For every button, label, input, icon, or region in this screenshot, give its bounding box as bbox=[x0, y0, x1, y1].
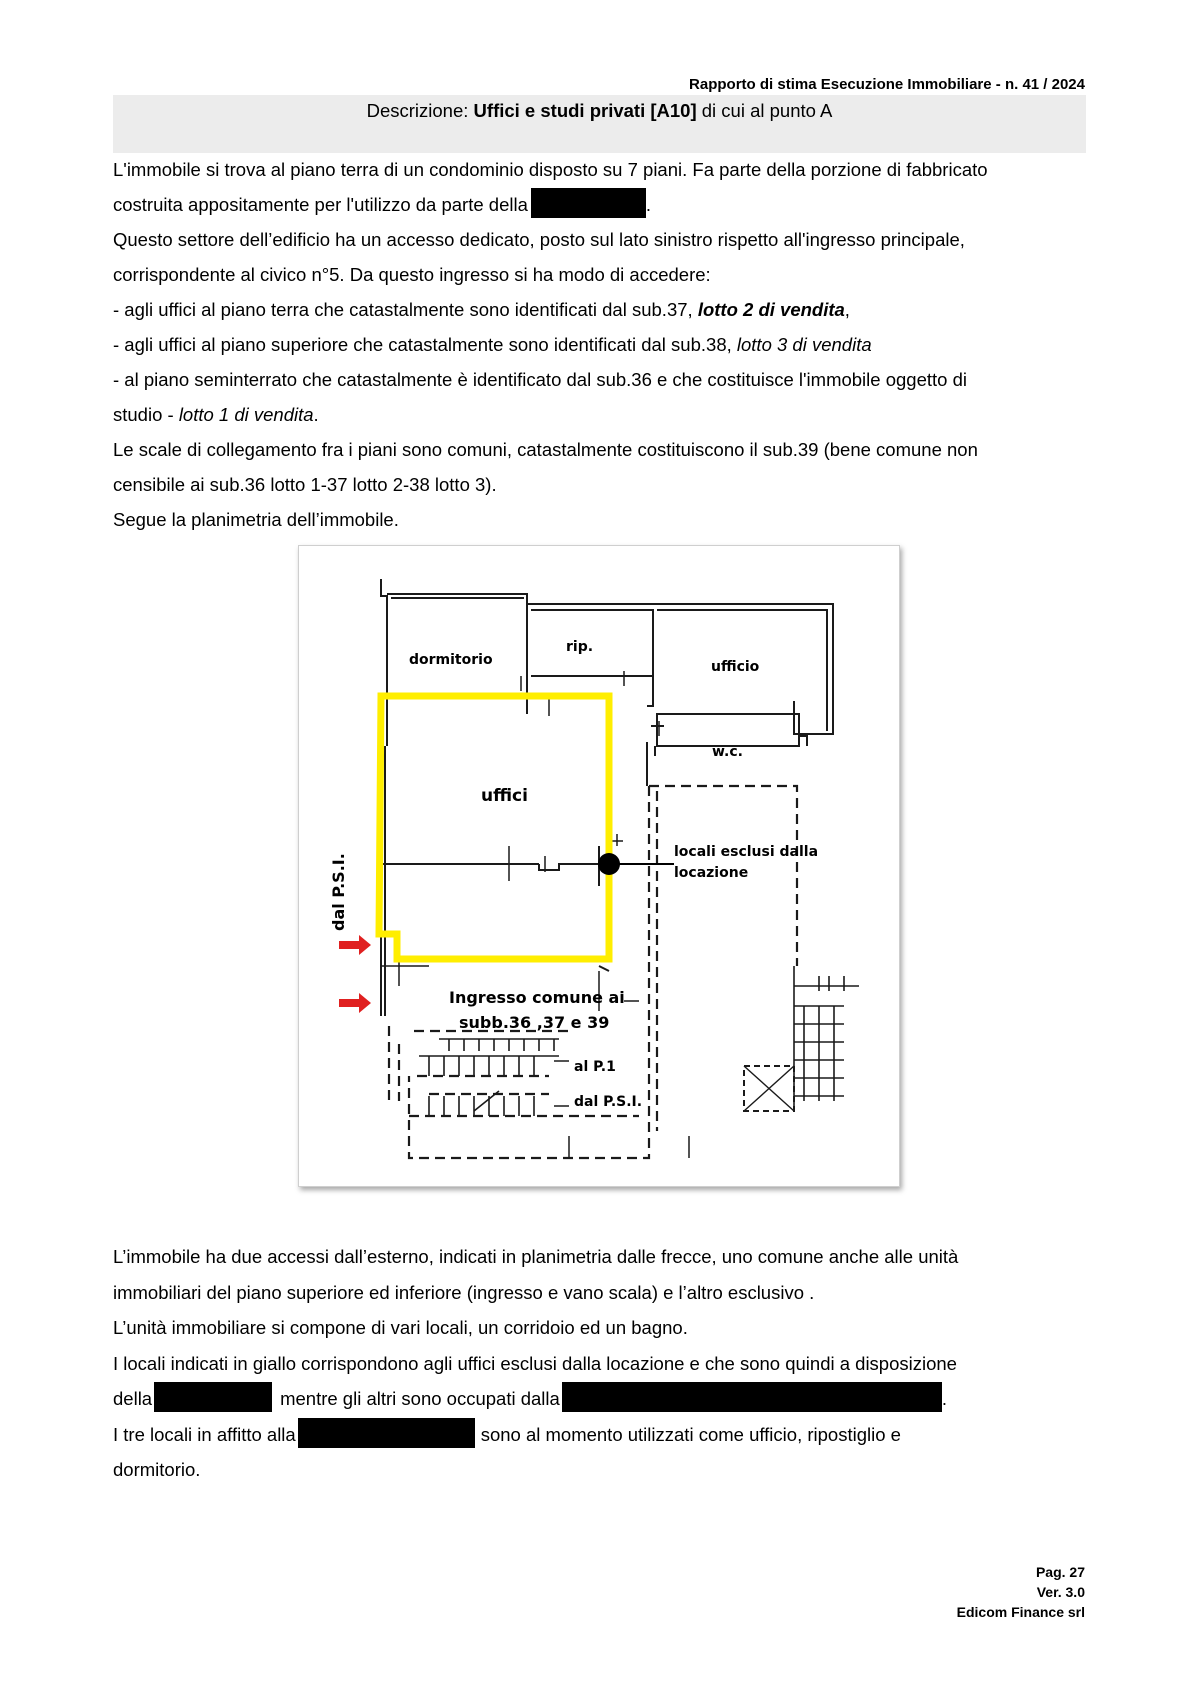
paragraph-line: - al piano seminterrato che catastalmente è identificato dal sub.36 e che costituisce l'immobile oggetto di bbox=[113, 369, 967, 390]
redaction-box bbox=[562, 1382, 942, 1412]
paragraph-fragment: , bbox=[844, 299, 850, 320]
room-label-dormitorio: dormitorio bbox=[409, 652, 493, 668]
paragraph-fragment: . bbox=[645, 194, 652, 215]
excluded-rooms-label: locali esclusi dalla bbox=[674, 844, 819, 860]
paragraph-fragment: I tre locali in affitto alla bbox=[113, 1423, 296, 1445]
lot-label: lotto 2 di vendita bbox=[697, 299, 845, 320]
paragraph-line bbox=[113, 1417, 1093, 1453]
paragraph-line: Questo settore dell’edificio ha un accesso dedicato, posto sul lato sinistro rispetto all'ingresso principale, bbox=[113, 229, 965, 250]
room-label-wc: w.c. bbox=[712, 744, 743, 760]
paragraph-fragment: mentre gli altri sono occupati dalla bbox=[280, 1388, 560, 1409]
redaction-box bbox=[298, 1418, 475, 1448]
company-name: Edicom Finance srl bbox=[956, 1604, 1085, 1620]
paragraph-line bbox=[113, 1381, 1093, 1417]
paragraph-line: I locali indicati in giallo corrispondono agli uffici esclusi dalla locazione e che sono quindi a disposizione bbox=[113, 1352, 957, 1374]
paragraph-line: dormitorio. bbox=[113, 1459, 201, 1480]
description-prefix: Descrizione: bbox=[366, 100, 474, 121]
stairs-down-label: dal P.S.I. bbox=[574, 1094, 643, 1110]
paragraph-line bbox=[113, 292, 1093, 327]
floor-plan-drawing bbox=[299, 546, 899, 1186]
entrance-label: Ingresso comune ai bbox=[449, 988, 625, 1007]
redaction-box bbox=[531, 188, 646, 218]
description-band bbox=[113, 95, 1086, 153]
paragraph-line: L’immobile ha due accessi dall’esterno, indicati in planimetria dalle frecce, uno comune anche alle unità bbox=[113, 1246, 959, 1267]
paragraph-fragment: sono al momento utilizzati come ufficio, ripostiglio e bbox=[480, 1423, 901, 1445]
redaction-box bbox=[154, 1382, 272, 1412]
excluded-rooms-label: locazione bbox=[674, 865, 749, 881]
paragraph-line: L'immobile si trova al piano terra di un condominio disposto su 7 piani. Fa parte della porzione di fabbricato bbox=[113, 159, 988, 180]
room-label-uffici: uffici bbox=[481, 786, 528, 806]
room-label-rip: rip. bbox=[566, 639, 594, 655]
entrance-label: subb.36 ,37 e 39 bbox=[459, 1013, 610, 1032]
paragraph-fragment: della bbox=[113, 1388, 153, 1409]
description-title: Uffici e studi privati [A10] bbox=[473, 100, 697, 121]
body-text-top bbox=[113, 152, 1093, 537]
paragraph-fragment: - agli uffici al piano terra che catastalmente sono identificati dal sub.37, bbox=[113, 299, 698, 320]
report-header-title: Rapporto di stima Esecuzione Immobiliare - n. 41 / 2024 bbox=[689, 76, 1085, 93]
paragraph-fragment: - agli uffici al piano superiore che catastalmente sono identificati dal sub.38, bbox=[113, 334, 737, 355]
paragraph-fragment: . bbox=[313, 404, 319, 425]
paragraph-line: corrispondente al civico n°5. Da questo ingresso si ha modo di accedere: bbox=[113, 264, 711, 285]
paragraph-line bbox=[113, 187, 1093, 222]
paragraph-line: L’unità immobiliare si compone di vari locali, un corridoio ed un bagno. bbox=[113, 1317, 688, 1338]
room-label-ufficio: ufficio bbox=[711, 659, 760, 675]
lot-label: lotto 3 di vendita bbox=[736, 334, 872, 355]
entrance-arrow-icon bbox=[339, 993, 371, 1013]
page-footer bbox=[957, 1562, 1085, 1622]
description-heading bbox=[113, 100, 1086, 122]
paragraph-line: Segue la planimetria dell’immobile. bbox=[113, 509, 399, 530]
paragraph-line: immobiliari del piano superiore ed inferiore (ingresso e vano scala) e l’altro esclusivo . bbox=[113, 1281, 815, 1303]
lot-label: lotto 1 di vendita bbox=[178, 404, 314, 425]
paragraph-line: censibile ai sub.36 lotto 1-37 lotto 2-38 lotto 3). bbox=[113, 474, 497, 495]
paragraph-line: Le scale di collegamento fra i piani sono comuni, catastalmente costituiscono il sub.39 (bene comune non bbox=[113, 439, 978, 460]
description-suffix: di cui al punto A bbox=[696, 100, 833, 121]
side-label-dal-psi: dal P.S.I. bbox=[329, 853, 348, 931]
paragraph-fragment: costruita appositamente per l'utilizzo da parte della bbox=[113, 194, 528, 215]
paragraph-line bbox=[113, 327, 1093, 362]
stairs-up-label: al P.1 bbox=[574, 1059, 616, 1075]
floor-plan-image bbox=[298, 545, 900, 1187]
page-number: Pag. 27 bbox=[1035, 1564, 1085, 1580]
paragraph-fragment: studio - bbox=[113, 404, 179, 425]
paragraph-line bbox=[113, 397, 1093, 432]
entrance-arrow-icon bbox=[339, 935, 371, 955]
paragraph-fragment: . bbox=[941, 1388, 947, 1409]
body-text-bottom bbox=[113, 1239, 1093, 1488]
version-label: Ver. 3.0 bbox=[1036, 1584, 1085, 1600]
